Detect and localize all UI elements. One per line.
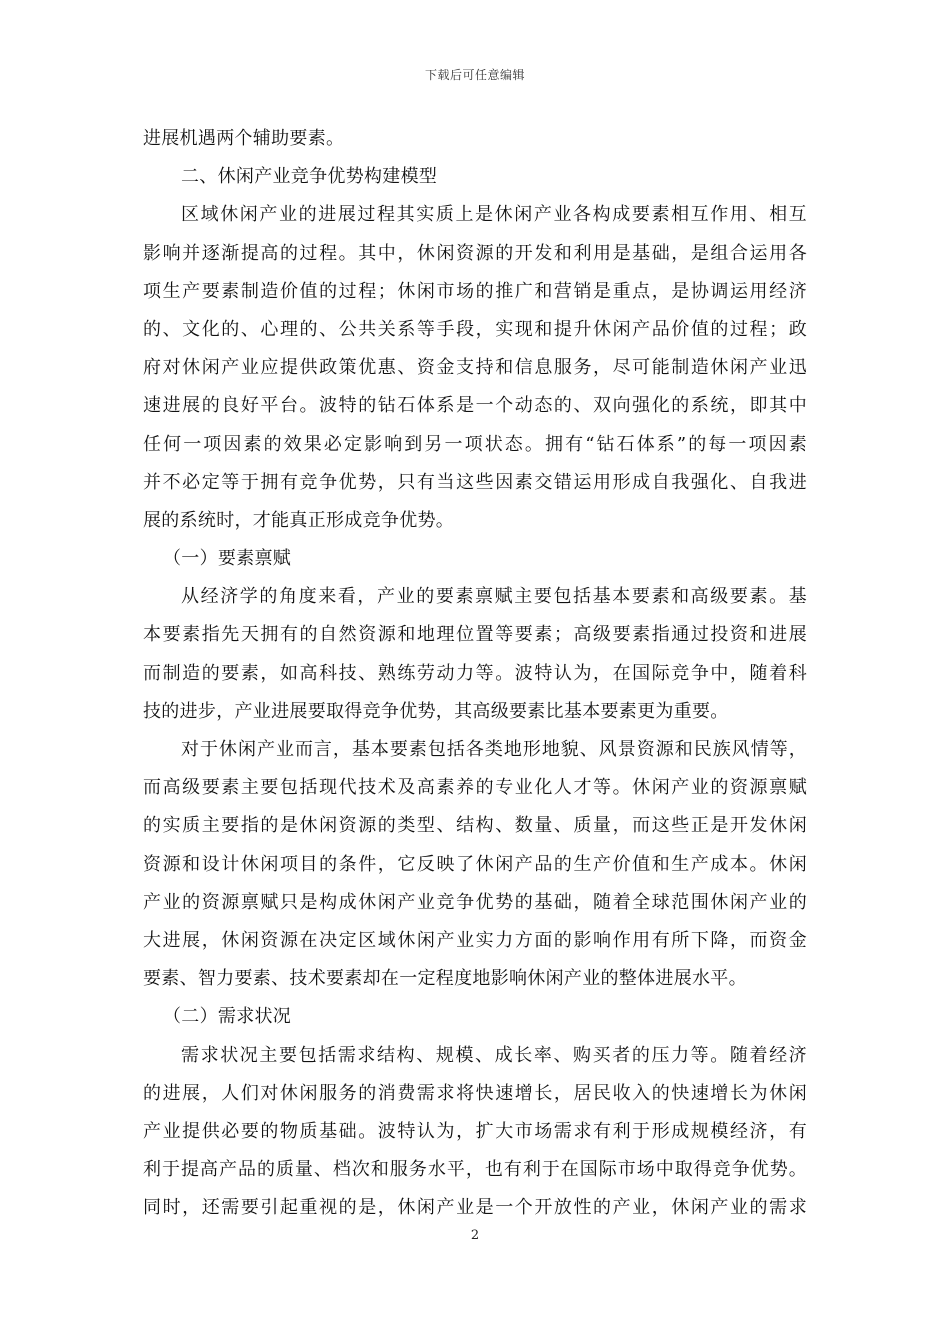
paragraph-line: 要素、智力要素、技术要素却在一定程度地影响休闲产业的整体进展水平。	[143, 968, 747, 990]
paragraph-line: 产业的资源禀赋只是构成休闲产业竞争优势的基础，随着全球范围休闲产业的	[143, 891, 807, 913]
paragraph-line: 而高级要素主要包括现代技术及高素养的专业化人才等。休闲产业的资源禀赋	[143, 777, 807, 799]
paragraph-line: 本要素指先天拥有的自然资源和地理位置等要素；高级要素指通过投资和进展	[143, 624, 807, 646]
paragraph-line: 项生产要素制造价值的过程；休闲市场的推广和营销是重点，是协调运用经济	[143, 280, 807, 302]
paragraph-line: 任何一项因素的效果必定影响到另一项状态。拥有“钻石体系”的每一项因素	[143, 433, 807, 455]
page-number: 2	[470, 1228, 480, 1243]
page-header: 下载后可任意编辑	[424, 68, 525, 82]
paragraph-line: 府对休闲产业应提供政策优惠、资金支持和信息服务，尽可能制造休闲产业迅	[143, 357, 807, 379]
paragraph-line: 区域休闲产业的进展过程其实质上是休闲产业各构成要素相互作用、相互	[181, 204, 807, 226]
paragraph-line: 而制造的要素，如高科技、熟练劳动力等。波特认为，在国际竞争中，随着科	[143, 662, 807, 684]
paragraph-line: 的实质主要指的是休闲资源的类型、结构、数量、质量，而这些正是开发休闲	[143, 815, 807, 837]
paragraph-line: 对于休闲产业而言，基本要素包括各类地形地貌、风景资源和民族风情等，	[181, 739, 807, 760]
paragraph-line: 资源和设计休闲项目的条件，它反映了休闲产品的生产价值和生产成本。休闲	[143, 853, 807, 875]
paragraph-line: 大进展，休闲资源在决定区域休闲产业实力方面的影响作用有所下降，而资金	[143, 929, 807, 951]
paragraph-line: 利于提高产品的质量、档次和服务水平，也有利于在国际市场中取得竞争优势。	[143, 1159, 807, 1181]
paragraph-line: 影响并逐渐提高的过程。其中，休闲资源的开发和利用是基础，是组合运用各	[143, 242, 807, 264]
text-line: 进展机遇两个辅助要素。	[143, 128, 345, 149]
paragraph-line: 同时，还需要引起重视的是，休闲产业是一个开放性的产业，休闲产业的需求	[143, 1197, 807, 1219]
subsection-heading: （二）需求状况	[163, 1006, 292, 1028]
paragraph-line: 需求状况主要包括需求结构、规模、成长率、购买者的压力等。随着经济	[181, 1044, 807, 1066]
paragraph-line: 技的进步，产业进展要取得竞争优势，其高级要素比基本要素更为重要。	[143, 700, 729, 722]
paragraph-line: 的、文化的、心理的、公共关系等手段，实现和提升休闲产品价值的过程；政	[143, 318, 807, 340]
section-heading: 二、休闲产业竞争优势构建模型	[181, 166, 438, 188]
paragraph-line: 产业提供必要的物质基础。波特认为，扩大市场需求有利于形成规模经济，有	[143, 1120, 807, 1142]
paragraph-line: 的进展，人们对休闲服务的消费需求将快速增长，居民收入的快速增长为休闲	[143, 1082, 807, 1104]
paragraph-line: 速进展的良好平台。波特的钻石体系是一个动态的、双向强化的系统，即其中	[143, 395, 807, 417]
document-body	[143, 120, 807, 1227]
subsection-heading: （一）要素禀赋	[163, 548, 292, 570]
paragraph-line: 并不必定等于拥有竞争优势，只有当这些因素交错运用形成自我强化、自我进	[143, 471, 807, 493]
paragraph-line: 展的系统时，才能真正形成竞争优势。	[143, 509, 455, 531]
paragraph-line: 从经济学的角度来看，产业的要素禀赋主要包括基本要素和高级要素。基	[181, 586, 807, 608]
